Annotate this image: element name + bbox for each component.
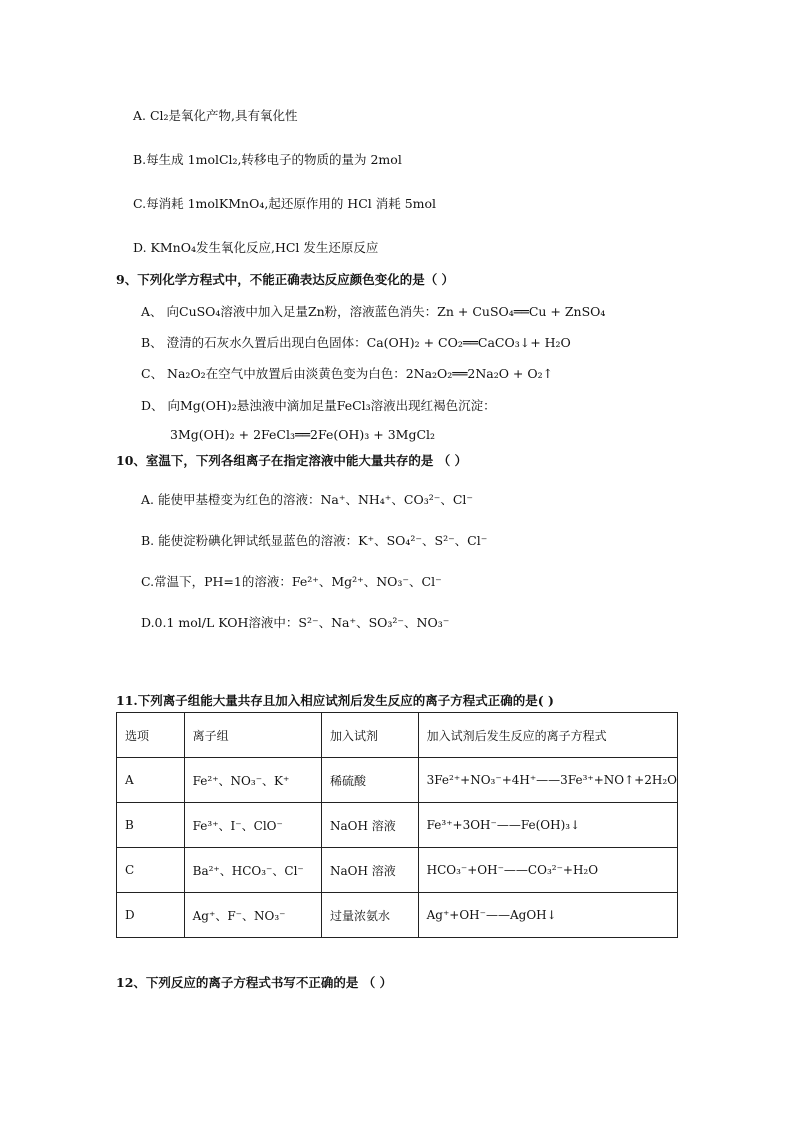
option-9d: D、 向Mg(OH)₂悬浊液中滴加足量FeCl₃溶液出现红褐色沉淀： [141,398,496,413]
cell-option: B [117,803,185,848]
option-9a: A、 向CuSO₄溶液中加入足量Zn粉，溶液蓝色消失：Zn + CuSO₄══Cu + ZnSO₄ [141,304,606,319]
cell-equation: 3Fe²⁺+NO₃⁻+4H⁺——3Fe³⁺+NO↑+2H₂O [418,758,677,803]
cell-ion-group: Fe²⁺、NO₃⁻、K⁺ [184,758,321,803]
question-10-stem: 10、室温下，下列各组离子在指定溶液中能大量共存的是 （ ） [116,453,468,468]
table-header-row [117,713,678,758]
cell-ion-group: Fe³⁺、I⁻、ClO⁻ [184,803,321,848]
cell-equation: Fe³⁺+3OH⁻——Fe(OH)₃↓ [418,803,677,848]
table-row [117,848,678,893]
option-8a: A. Cl₂是氧化产物,具有氧化性 [133,108,298,123]
option-9d-equation: 3Mg(OH)₂ + 2FeCl₃══2Fe(OH)₃ + 3MgCl₂ [170,427,436,442]
option-8d: D. KMnO₄发生氧化反应,HCl 发生还原反应 [133,240,379,255]
option-8c: C.每消耗 1molKMnO₄,起还原作用的 HCl 消耗 5mol [133,196,437,211]
option-9b: B、 澄清的石灰水久置后出现白色固体：Ca(OH)₂ + CO₂══CaCO₃↓+ H₂O [141,335,571,350]
option-10c: C.常温下，PH=1的溶液：Fe²⁺、Mg²⁺、NO₃⁻、Cl⁻ [141,574,442,589]
cell-ion-group: Ag⁺、F⁻、NO₃⁻ [184,893,321,938]
cell-equation: Ag⁺+OH⁻——AgOH↓ [418,893,677,938]
option-9c: C、 Na₂O₂在空气中放置后由淡黄色变为白色：2Na₂O₂══2Na₂O + O₂↑ [141,366,554,381]
table-row [117,893,678,938]
option-10b: B. 能使淀粉碘化钾试纸显蓝色的溶液：K⁺、SO₄²⁻、S²⁻、Cl⁻ [141,533,488,548]
cell-equation: HCO₃⁻+OH⁻——CO₃²⁻+H₂O [418,848,677,893]
cell-option: C [117,848,185,893]
option-10d: D.0.1 mol/L KOH溶液中：S²⁻、Na⁺、SO₃²⁻、NO₃⁻ [141,615,450,630]
cell-ion-group: Ba²⁺、HCO₃⁻、Cl⁻ [184,848,321,893]
cell-reagent: NaOH 溶液 [321,848,418,893]
table-row [117,758,678,803]
ion-table [116,712,678,938]
option-10a: A. 能使甲基橙变为红色的溶液：Na⁺、NH₄⁺、CO₃²⁻、Cl⁻ [141,492,474,507]
header-reagent: 加入试剂 [321,713,418,758]
table-row [117,803,678,848]
question-12-stem: 12、下列反应的离子方程式书写不正确的是 （ ） [116,975,393,990]
header-option: 选项 [117,713,185,758]
cell-option: A [117,758,185,803]
option-8b: B.每生成 1molCl₂,转移电子的物质的量为 2mol [133,152,402,167]
cell-reagent: NaOH 溶液 [321,803,418,848]
header-ion-group: 离子组 [184,713,321,758]
question-11-stem: 11.下列离子组能大量共存且加入相应试剂后发生反应的离子方程式正确的是( ) [116,693,554,708]
header-equation: 加入试剂后发生反应的离子方程式 [418,713,677,758]
cell-reagent: 过量浓氨水 [321,893,418,938]
cell-option: D [117,893,185,938]
question-9-stem: 9、下列化学方程式中，不能正确表达反应颜色变化的是（ ） [116,272,455,287]
cell-reagent: 稀硫酸 [321,758,418,803]
